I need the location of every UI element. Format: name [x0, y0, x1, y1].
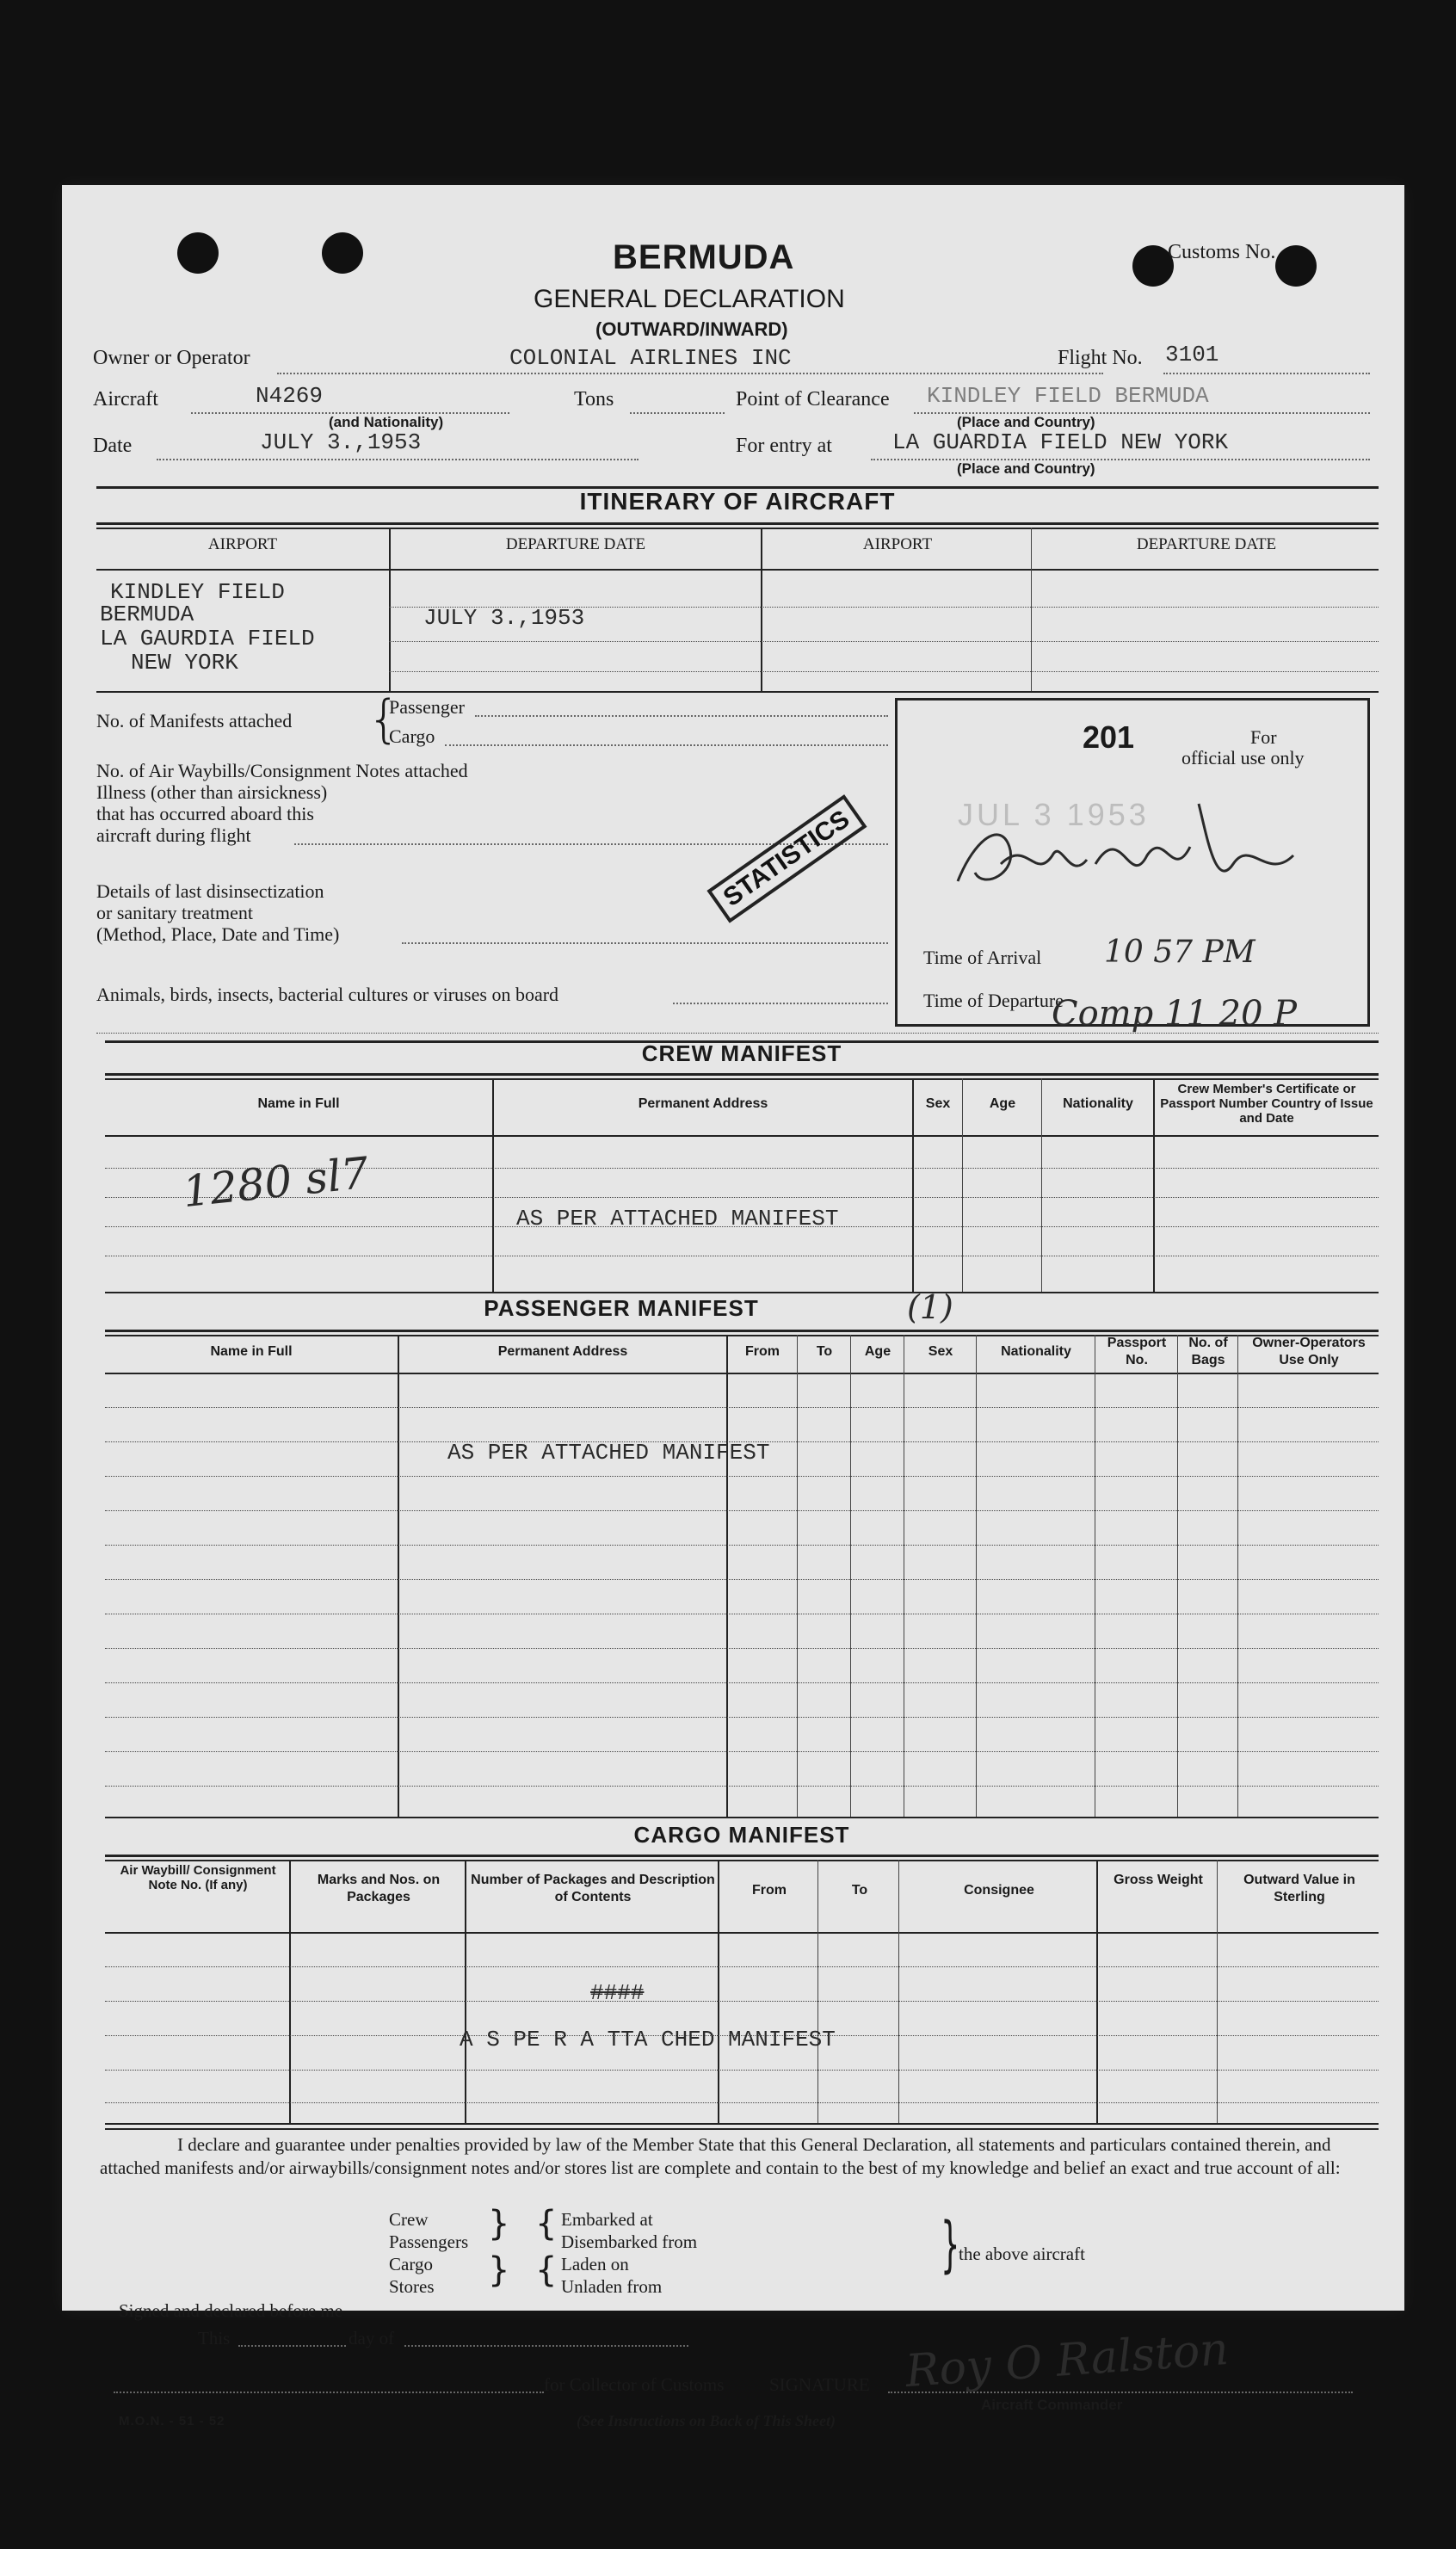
decl-brace: { [535, 2250, 558, 2290]
pax-row-line [105, 1786, 1379, 1787]
official-use-box [895, 698, 1370, 1027]
signature-value: Roy O Ralston [904, 2323, 1231, 2398]
itin-header-airport-1: AIRPORT [207, 535, 278, 553]
date-stamp: JUL 3 1953 [958, 797, 1150, 832]
day-line [404, 2345, 688, 2347]
aircraft-label: Aircraft [93, 388, 158, 410]
date-line [157, 459, 639, 460]
crew-header-address: Permanent Address [638, 1096, 768, 1111]
decl-middle-laden: Laden on [561, 2254, 629, 2274]
cargo-header-packages: Number of Packages and Description of Contents [471, 1873, 715, 1904]
itin-col-divider [761, 528, 762, 693]
official-use-label: official use only [1181, 747, 1305, 768]
itin-col-divider [389, 528, 391, 693]
decl-left-stores: Stores [389, 2276, 435, 2297]
disinsect-line-1: Details of last disinsectization [96, 880, 324, 902]
cargo-col-divider [289, 1860, 291, 2125]
pax-header-to: To [816, 1344, 833, 1359]
tons-line [630, 412, 725, 414]
crew-header-rule [105, 1135, 1379, 1137]
itin-row-line [389, 671, 1379, 672]
pax-row-line [105, 1648, 1379, 1649]
illness-line-2: that has occurred aboard this [96, 803, 314, 824]
form-number: M.O.N. - 51 - 52 [119, 2414, 225, 2429]
signature-label: SIGNATURE [769, 2374, 870, 2395]
itin-airport-line-4: NEW YORK [131, 650, 238, 676]
crew-col-divider [1041, 1078, 1042, 1293]
cargo-bottom-rule [105, 2123, 1379, 2125]
itin-header-airport-2: AIRPORT [862, 535, 933, 553]
crew-header-name: Name in Full [257, 1096, 340, 1111]
crew-col-divider [492, 1078, 494, 1293]
cargo-header-from: From [752, 1883, 787, 1898]
passenger-note: AS PER ATTACHED MANIFEST [447, 1440, 770, 1466]
cargo-col-divider [1217, 1860, 1218, 2125]
decl-right-text: the above aircraft [959, 2243, 1085, 2264]
itin-airport-line-1: KINDLEY FIELD [110, 579, 285, 605]
decl-left-cargo: Cargo [389, 2254, 433, 2274]
cargo-col-divider [898, 1860, 899, 2125]
disinsect-line-2: or sanitary treatment [96, 902, 254, 923]
tons-label: Tons [574, 388, 614, 410]
form-title: BERMUDA [613, 238, 795, 276]
declaration-form [62, 185, 1404, 2429]
pax-header-sex: Sex [928, 1344, 953, 1359]
clearance-label: Point of Clearance [736, 388, 890, 410]
crew-col-divider [1153, 1078, 1155, 1293]
crew-header-age: Age [989, 1096, 1016, 1111]
waybills-label: No. of Air Waybills/Consignment Notes attached [96, 760, 468, 781]
itinerary-bottom-rule [96, 691, 1379, 693]
cargo-bottom-rule [105, 2128, 1379, 2130]
date-value: JULY 3.,1953 [260, 429, 422, 455]
entry-value: LA GUARDIA FIELD NEW YORK [892, 429, 1229, 455]
decl-left-crew: Crew [389, 2209, 429, 2230]
punch-hole [322, 232, 363, 274]
pax-header-nationality: Nationality [1001, 1344, 1071, 1359]
pax-row-line [105, 1476, 1379, 1477]
cargo-line [445, 744, 888, 746]
crew-title: CREW MANIFEST [641, 1040, 842, 1066]
manifest-cargo-label: Cargo [389, 725, 435, 747]
disinsect-line-3: (Method, Place, Date and Time) [96, 923, 340, 945]
cargo-header-value: Outward Value in Sterling [1243, 1873, 1355, 1904]
passenger-count-note: (1) [907, 1288, 953, 1326]
crew-col-divider [962, 1078, 963, 1293]
statistics-stamp: STATISTICS [706, 794, 867, 923]
illness-line-3: aircraft during flight [96, 824, 251, 846]
decl-brace: } [941, 2209, 960, 2280]
passenger-rule [105, 1330, 1379, 1332]
disinsect-line [402, 942, 888, 944]
punch-hole [177, 232, 219, 274]
pax-header-owner: Owner-Operators Use Only [1252, 1336, 1366, 1367]
cargo-header-weight: Gross Weight [1114, 1873, 1203, 1887]
decl-middle-embarked: Embarked at [561, 2209, 653, 2230]
decl-brace: } [488, 2204, 510, 2243]
this-line [238, 2345, 346, 2347]
place-country-2: (Place and Country) [957, 460, 1095, 477]
aircraft-sub: (and Nationality) [329, 414, 444, 430]
arrival-value: 10 57 PM [1104, 935, 1255, 970]
official-signature [949, 787, 1311, 907]
pax-header-rule [105, 1373, 1379, 1374]
crew-header-nationality: Nationality [1063, 1096, 1133, 1111]
official-for-label: For [1250, 726, 1277, 748]
pax-row-line [105, 1682, 1379, 1683]
flight-value: 3101 [1165, 342, 1219, 367]
pax-header-bags: No. of Bags [1188, 1336, 1228, 1367]
itin-header-date-1: DEPARTURE DATE [505, 535, 646, 553]
itinerary-header-rule [96, 569, 1379, 571]
pax-header-from: From [745, 1344, 780, 1359]
commander-label: Aircraft Commander [981, 2397, 1123, 2413]
signed-label: Signed and declared before me [119, 2300, 343, 2321]
cargo-title: CARGO MANIFEST [633, 1822, 850, 1848]
cargo-header-marks: Marks and Nos. on Packages [317, 1873, 441, 1904]
pax-row-line [105, 1579, 1379, 1580]
cargo-row-line [105, 2102, 1379, 2103]
pax-row-line [105, 1510, 1379, 1511]
crew-header-certificate: Crew Member's Certificate or Passport Number Country of Issue and Date [1160, 1082, 1373, 1126]
cargo-col-divider [817, 1860, 818, 2125]
cargo-rule [105, 1860, 1379, 1861]
crew-rule [105, 1073, 1379, 1076]
date-label: Date [93, 435, 133, 457]
manifests-brace: { [367, 689, 401, 750]
instructions-note: (See Instructions on Back of This Sheet) [577, 2412, 836, 2429]
passenger-line [475, 715, 888, 717]
cargo-col-divider [718, 1860, 719, 2125]
this-label: This [198, 2328, 231, 2348]
cargo-header-rule [105, 1932, 1379, 1934]
place-country-1: (Place and Country) [957, 414, 1095, 430]
declaration-text: I declare and guarantee under penalties provided by law of the Member State that this General Declaration, all statements and particulars contained therein, and attached manifests and/or airwaybills/consignment notes and/or stores list are complete and contain to the best of my knowledge and belief an exact and true account of all: [100, 2134, 1341, 2178]
crew-handwritten: 1280 sl7 [180, 1147, 372, 1218]
crew-bottom-rule [105, 1292, 1379, 1293]
cargo-struck: #### [590, 1980, 645, 2006]
cargo-col-divider [1096, 1860, 1098, 2125]
collector-line [114, 2392, 544, 2393]
decl-brace: { [535, 2204, 558, 2243]
form-subtitle: GENERAL DECLARATION [534, 285, 845, 313]
itin-departure-value: JULY 3.,1953 [423, 605, 585, 631]
cargo-header-consignee: Consignee [964, 1883, 1034, 1898]
cargo-col-divider [465, 1860, 466, 2125]
aircraft-value: N4269 [256, 383, 324, 409]
passenger-title: PASSENGER MANIFEST [484, 1295, 759, 1321]
cargo-row-line [105, 2001, 1379, 2002]
itin-header-date-2: DEPARTURE DATE [1136, 535, 1277, 553]
clearance-value: KINDLEY FIELD BERMUDA [927, 383, 1209, 409]
itinerary-rule [96, 522, 1379, 525]
pax-row-line [105, 1407, 1379, 1408]
pax-row-line [105, 1545, 1379, 1546]
flight-label: Flight No. [1058, 347, 1143, 369]
owner-value: COLONIAL AIRLINES INC [509, 345, 792, 371]
pax-header-passport: Passport No. [1107, 1336, 1167, 1367]
passenger-bottom-rule [105, 1817, 1379, 1818]
itinerary-title: ITINERARY OF AIRCRAFT [579, 488, 896, 515]
cargo-header-waybill: Air Waybill/ Consignment Note No. (If any) [120, 1863, 276, 1892]
illness-line-1: Illness (other than airsickness) [96, 781, 328, 803]
cargo-rule [105, 1855, 1379, 1857]
decl-left-passengers: Passengers [389, 2231, 469, 2252]
crew-header-sex: Sex [925, 1096, 951, 1111]
decl-middle-unladen: Unladen from [561, 2276, 663, 2297]
pax-header-address: Permanent Address [497, 1344, 628, 1359]
decl-middle-disembarked: Disembarked from [561, 2231, 698, 2252]
form-direction: (OUTWARD/INWARD) [595, 318, 788, 340]
punch-hole [1275, 245, 1317, 287]
pax-header-age: Age [864, 1344, 891, 1359]
itin-row-line [389, 641, 1379, 642]
entry-line [871, 459, 1370, 460]
itin-col-divider [1031, 528, 1032, 693]
arrival-label: Time of Arrival [923, 947, 1042, 968]
itinerary-rule [96, 528, 1379, 529]
itin-airport-line-3: LA GAURDIA FIELD [100, 626, 315, 651]
flight-line [1163, 373, 1370, 374]
cargo-note: A S PE R A TTA CHED MANIFEST [460, 2027, 836, 2052]
pax-row-line [105, 1751, 1379, 1752]
crew-rule [105, 1078, 1379, 1080]
crew-col-divider [912, 1078, 914, 1293]
entry-label: For entry at [736, 435, 832, 457]
official-number: 201 [1083, 719, 1135, 755]
owner-label: Owner or Operator [93, 347, 250, 369]
day-label: day of [349, 2328, 395, 2348]
departure-note: Comp 11 20 P [1052, 994, 1298, 1034]
collector-label: for Collector of Customs [544, 2374, 725, 2395]
cargo-row-line [105, 1966, 1379, 1967]
cargo-header-to: To [851, 1883, 868, 1898]
crew-note: AS PER ATTACHED MANIFEST [516, 1206, 839, 1231]
decl-brace: } [488, 2250, 510, 2290]
cargo-row-line [105, 2070, 1379, 2071]
itin-airport-line-2: BERMUDA [100, 602, 194, 627]
manifests-label: No. of Manifests attached [96, 710, 293, 731]
animals-line [673, 1003, 888, 1004]
pax-header-name: Name in Full [210, 1344, 293, 1359]
departure-label: Time of Departure [923, 990, 1064, 1011]
owner-line [277, 373, 1103, 374]
manifest-passenger-label: Passenger [389, 696, 465, 718]
pax-row-line [105, 1717, 1379, 1718]
animals-label: Animals, birds, insects, bacterial cultures or viruses on board [96, 984, 559, 1005]
customs-label: Customs No. [1168, 241, 1276, 263]
